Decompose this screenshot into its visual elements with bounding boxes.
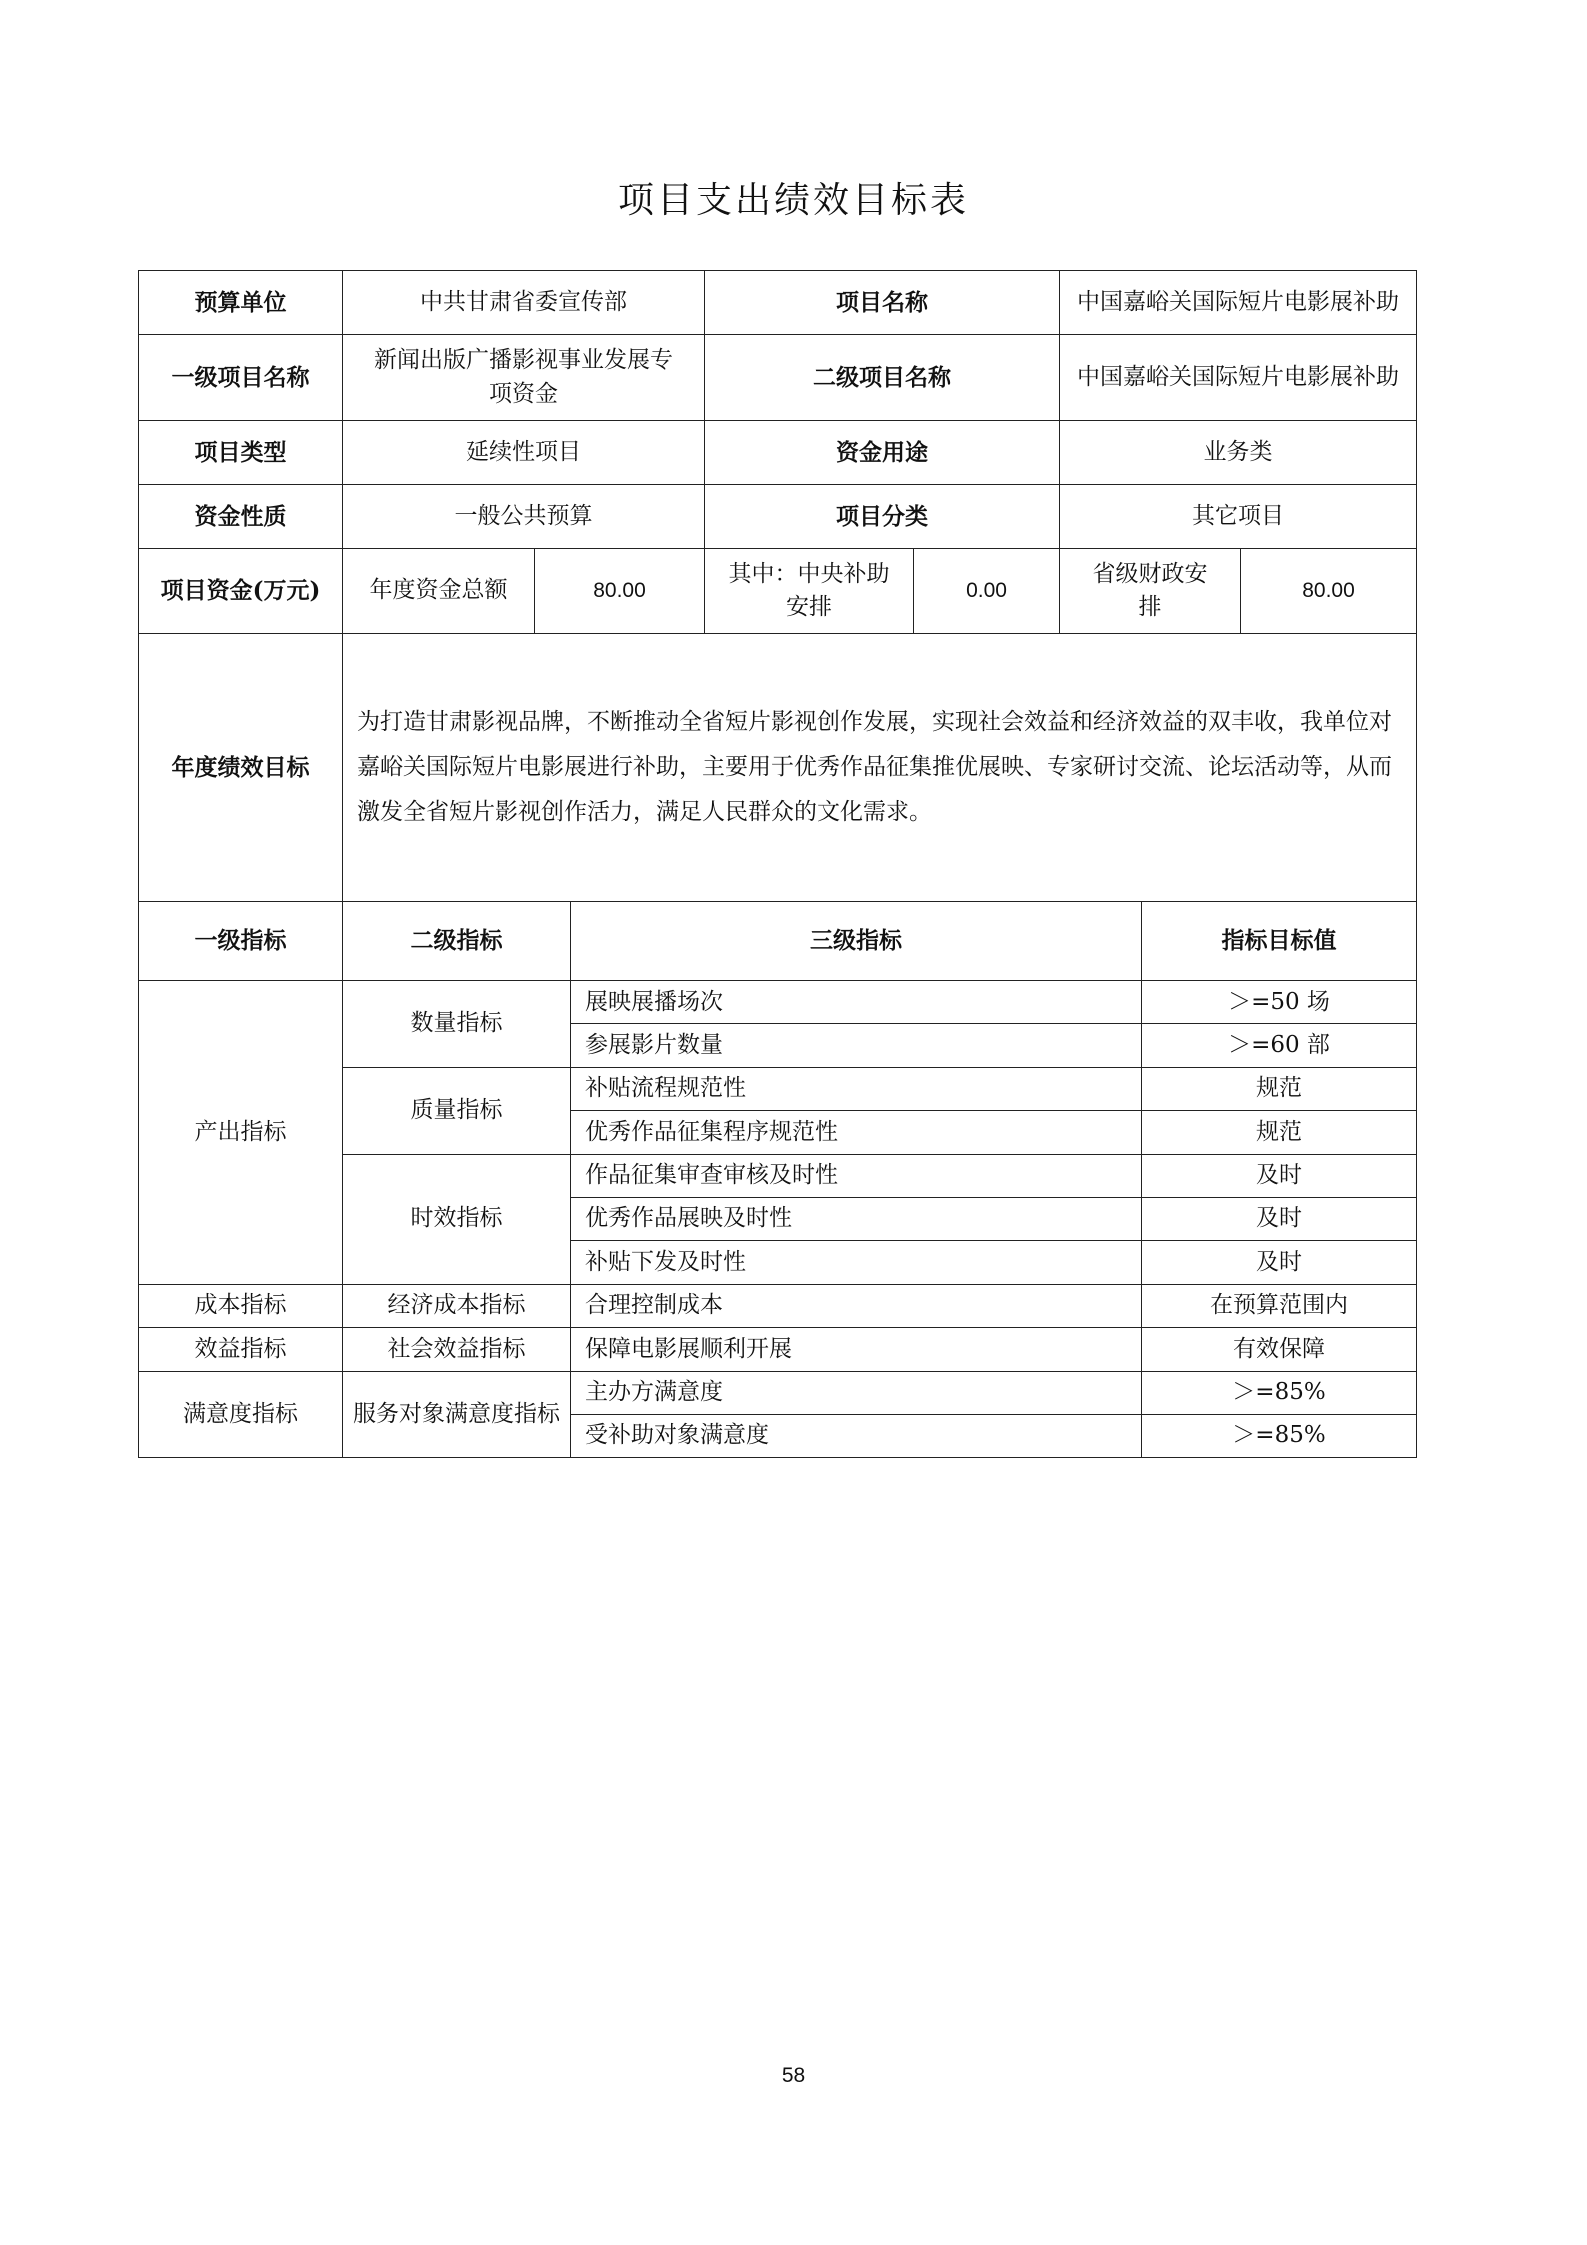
fund-nature-value: 一般公共预算: [343, 485, 705, 549]
level2-project-value: 中国嘉峪关国际短片电影展补助: [1060, 335, 1417, 421]
page-number: 58: [781, 2064, 806, 2087]
target-value: 规范: [1142, 1111, 1417, 1154]
project-type-value: 延续性项目: [343, 421, 705, 485]
provincial-fund-value: 80.00: [1241, 549, 1417, 634]
level3-indicator: 优秀作品展映及时性: [571, 1197, 1142, 1240]
header-level2: 二级指标: [343, 902, 571, 981]
level3-indicator: 作品征集审查审核及时性: [571, 1154, 1142, 1197]
level1-indicator: 成本指标: [139, 1284, 343, 1327]
level3-indicator: 补贴流程规范性: [571, 1067, 1142, 1110]
level1-project-label: 一级项目名称: [139, 335, 343, 421]
level3-indicator: 受补助对象满意度: [571, 1414, 1142, 1457]
project-category-value: 其它项目: [1060, 485, 1417, 549]
central-subsidy-value: 0.00: [914, 549, 1060, 634]
fund-nature-label: 资金性质: [139, 485, 343, 549]
target-value: ＞=85%: [1142, 1371, 1417, 1414]
level3-indicator: 优秀作品征集程序规范性: [571, 1111, 1142, 1154]
table-row: [139, 1328, 1417, 1371]
project-type-label: 项目类型: [139, 421, 343, 485]
target-value: 有效保障: [1142, 1328, 1417, 1371]
provincial-fund-label: 省级财政安排: [1060, 549, 1241, 634]
level2-project-label: 二级项目名称: [705, 335, 1060, 421]
level1-indicator: 满意度指标: [139, 1371, 343, 1458]
level3-indicator: 展映展播场次: [571, 981, 1142, 1024]
fund-use-label: 资金用途: [705, 421, 1060, 485]
target-value: 及时: [1142, 1241, 1417, 1284]
target-value: ＞=60 部: [1142, 1024, 1417, 1067]
level2-indicator: 质量指标: [343, 1067, 571, 1154]
annual-total-label: 年度资金总额: [343, 549, 535, 634]
level1-indicator: 产出指标: [139, 981, 343, 1285]
central-subsidy-label: 其中：中央补助安排: [705, 549, 914, 634]
annual-goal-text: 为打造甘肃影视品牌，不断推动全省短片影视创作发展，实现社会效益和经济效益的双丰收，我单位对嘉峪关国际短片电影展进行补助，主要用于优秀作品征集推优展映、专家研讨交流、论坛活动等，从而激发全省短片影视创作活力，满足人民群众的文化需求。: [343, 634, 1417, 902]
level2-indicator: 服务对象满意度指标: [343, 1371, 571, 1458]
level3-indicator: 主办方满意度: [571, 1371, 1142, 1414]
level3-indicator: 保障电影展顺利开展: [571, 1328, 1142, 1371]
indicators-table: [138, 901, 1417, 1458]
project-category-label: 项目分类: [705, 485, 1060, 549]
table-row: [139, 1284, 1417, 1327]
level1-indicator: 效益指标: [139, 1328, 343, 1371]
level1-project-value: 新闻出版广播影视事业发展专项资金: [343, 335, 705, 421]
budget-unit-label: 预算单位: [139, 271, 343, 335]
table-row: [139, 1371, 1417, 1414]
level2-indicator: 数量指标: [343, 981, 571, 1068]
header-level1: 一级指标: [139, 902, 343, 981]
fund-use-value: 业务类: [1060, 421, 1417, 485]
target-value: 规范: [1142, 1067, 1417, 1110]
table-row: [139, 981, 1417, 1024]
target-value: ＞=50 场: [1142, 981, 1417, 1024]
level2-indicator: 社会效益指标: [343, 1328, 571, 1371]
project-funds-label: 项目资金(万元): [139, 549, 343, 634]
level2-indicator: 时效指标: [343, 1154, 571, 1284]
level3-indicator: 补贴下发及时性: [571, 1241, 1142, 1284]
level3-indicator: 参展影片数量: [571, 1024, 1142, 1067]
target-value: 及时: [1142, 1154, 1417, 1197]
project-name-value: 中国嘉峪关国际短片电影展补助: [1060, 271, 1417, 335]
level3-indicator: 合理控制成本: [571, 1284, 1142, 1327]
annual-goal-label: 年度绩效目标: [139, 634, 343, 902]
target-value: 及时: [1142, 1197, 1417, 1240]
level2-indicator: 经济成本指标: [343, 1284, 571, 1327]
page-title: 项目支出绩效目标表: [617, 180, 969, 221]
header-target: 指标目标值: [1142, 902, 1417, 981]
project-name-label: 项目名称: [705, 271, 1060, 335]
budget-unit-value: 中共甘肃省委宣传部: [343, 271, 705, 335]
annual-total-value: 80.00: [535, 549, 705, 634]
header-level3: 三级指标: [571, 902, 1142, 981]
project-info-table: [138, 270, 1417, 902]
target-value: ＞=85%: [1142, 1414, 1417, 1457]
target-value: 在预算范围内: [1142, 1284, 1417, 1327]
